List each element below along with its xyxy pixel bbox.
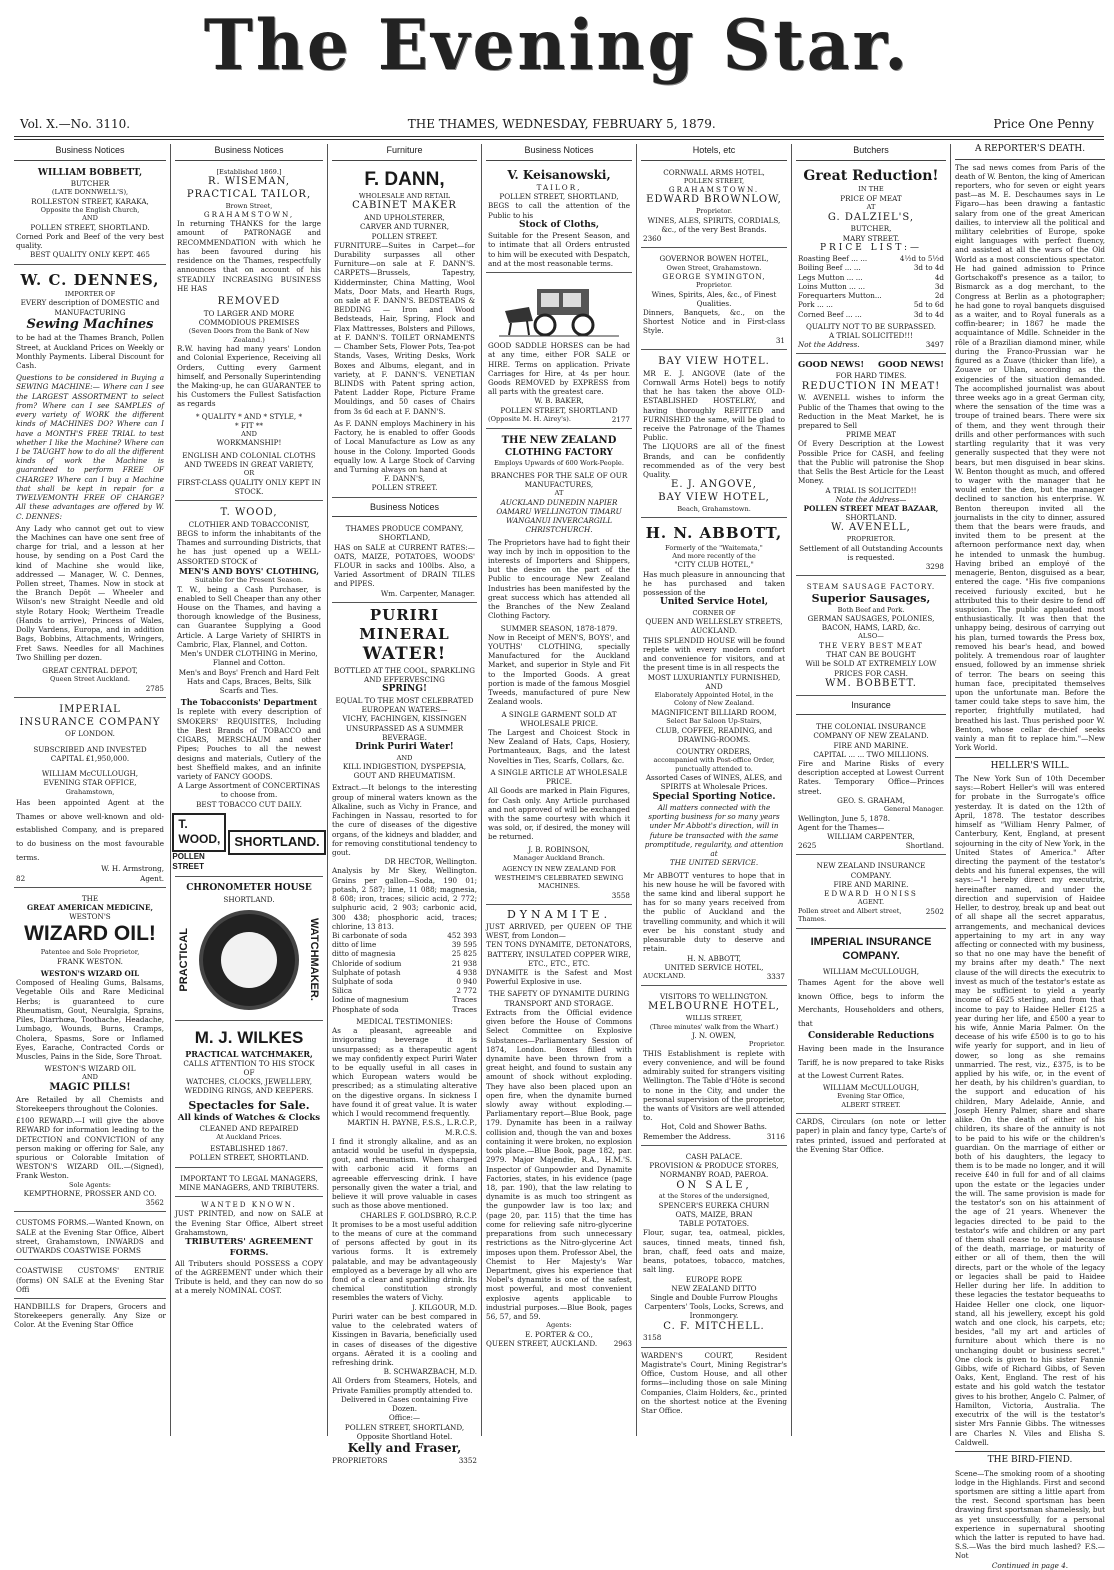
price-item: Pork ... ...: [798, 300, 833, 310]
analysis-label: Bi carbonate of soda: [332, 930, 408, 940]
avenell-ad: GOOD NEWS! GOOD NEWS! FOR HARD TIMES. REDUCTION IN MEAT! W. AVENELL wishes to inform the Public of the Thames that owing to the Reduction in the Meat Market, he is prepared to Sell PRIME MEAT Of Every Description at the Lowest Possible Price for CASH, and feeling that the Public will patronise the Shop that Sells the Best Article for the Least Money. A TRIAL IS SOLICITED!! Note the Address— POLLEN STREET MEAT BAZAAR, SHORTLAND. W. AVENELL, PROPRIETOR. Settlement of all Outstanding Accounts is requested. 3298: [796, 357, 946, 576]
price-list: [798, 254, 944, 319]
column-rule: [950, 144, 951, 1436]
column-rule: [170, 144, 171, 1436]
cornwall-arms-ad: CORNWALL ARMS HOTEL, POLLEN STREET, GRAHAMSTOWN. EDWARD BROWNLOW, Proprietor. WINES, ALES, SPIRITS, CORDIALS, &c., of the very Best Brands. 2360: [641, 165, 787, 249]
article-body: The sad news comes from Paris of the death of W. Benton, the king of American reporters, who for seven or eight years past—as M. E. Deschaumes says in Le Figaro—has been drawing a fantastic salary from one of the great American dailies, to interview all the political and military celebrities of Europe, spoke eight languages with perfect fluency, and assisted at all the wars of the Old World as a most conscientious spectator. He had gained admission to Prince Gortschakoff's presence as a tailor, to Bismarck as a dog merchant, to the Congress at Berlin as a photographer; he had gone to royal banquets disguised as a waiter, and to Royal funerals as a coffin-bearer; in 1867 he made the acquaintance of Mdlle. Schneider in the rôle of a Brazilian diamond miner, while during the Franco-Prussian war he figured as a Zuave (thicker than life), a Zouave or Uhlan, according as the exigencies of the situation demanded. The accomplished journalist was about three weeks ago in a great German city, where the sensation of the time was a troupe of trained bears. There were six of them, and they went through their drills and other performances with such startling regularity that it was very generally suspected that they were not bears, but men disguised in bear skins. W. Benton thought as much, and offered to wager with the manager that he would enter the den, but the manager declined to sanction his enterprise. W. Benton thereupon invited all the journalists in the city to dinner, assured them that the bears were frauds, and invited them to be present at the afternoon performance next day, when he intended to unmask the humbug. Having bribed an employé of the menagerie, Benton, disguised as a bear, entered the cage. "His five companions received furiously excited, but he attributed this to their desire to fend off suspicion. The public applauded most enthusiastically. It was then that the unhappy being, desirous of carrying out his plan, turned towards the Press box, removed his bear's head, and bowed politely. A tremendous roar of laughter ensued, followed by an immense shriek of terror. The bears on seeing this human face, precipitated themselves upon the unfortunate man. Before the tamer could take steps to save him, the reporter, frightfully mutilated, had breathed his last. Thus perished poor W. Benton, whose cellar de-chief seeks vainly a man fit to replace him."—New York World.: [955, 162, 1105, 753]
analysis-table: [332, 931, 477, 1014]
top-rule-double: [14, 139, 1104, 140]
analysis-label: Silica: [332, 986, 353, 996]
column-3: [332, 144, 477, 1466]
masthead: [0, 0, 1114, 88]
analysis-value: 452 393: [447, 930, 477, 940]
analysis-value: 0 940: [456, 977, 477, 987]
section-heading: Business Notices: [14, 144, 166, 161]
price-row: [798, 263, 944, 272]
price-row: [798, 300, 944, 309]
analysis-value: 39 595: [451, 940, 477, 950]
column-7: [955, 144, 1105, 1570]
analysis-value: 25 825: [451, 949, 477, 959]
dalziel-ad: Great Reduction! IN THE PRICE OF MEAT AT G. DALZIEL'S, BUTCHER, MARY STREET. PRICE LIST:— Roasting Beef ... ... 4½d to 5½d Boiling Beef ... ... 3d to 4d Legs Mutton ... ... 4d Loins Mutton ... ... 3d Forequarters Mutton... 2d Pork ... ... 5d to 6d Corned Beef ... ... 3d to 4d QUALITY NOT TO BE SURPASSED. A TRIAL SOLICITED!!! Not the Address. 3497: [796, 165, 946, 355]
colonial-insurance-ad: THE COLONIAL INSURANCE COMPANY OF NEW ZEALAND. FIRE AND MARINE. CAPITAL ... ... TWO MILLIONS. Fire and Marine Risks of every description accepted at Lowest Current Rates. Temporary Office—Princes street. GEO. S. GRAHAM, General Manager. Wellington, June 5, 1878. Agent for the Thames— WILLIAM CARPENTER, 2625 Shortland.: [796, 719, 946, 855]
handbills-ad: HANDBILLS for Drapers, Grocers and Storekeepers generally. Any Size or Color. At the Evening Star Office: [14, 1302, 166, 1330]
analysis-row: [332, 959, 477, 968]
analysis-row: [332, 995, 477, 1004]
continued-note: Continued in page 4.: [991, 1560, 1069, 1570]
price-item: Legs Mutton ... ...: [798, 272, 863, 282]
analysis-value: Traces: [452, 995, 477, 1005]
analysis-value: 2 772: [456, 986, 477, 996]
column-rule: [636, 144, 637, 1436]
melbourne-hotel-ad: VISITORS TO WELLINGTON. MELBOURNE HOTEL, WILLIS STREET, (Three minutes' walk from the Wharf.) J. N. OWEN, Proprietor. THIS Establishment is replete with every convenience, and will be found admirably suited for strangers visiting Wellington. The Table d'Hôte is second to none in the City, and under the personal supervision of the proprietor, the wants of Visitors are well attended to. Hot, Cold and Shower Baths. Remember the Address. 3116: [641, 989, 787, 1146]
article-body: Scene—The smoking room of a shooting lodge in the Highlands. First and second sportsmen are sitting a little apart from the rest. Second sportsman has been drawing first sportsman shamelessly, but as yet unsuccessfully, for a personal experience in supernatural shooting which the latter is reputed to have had. S.S.—Was the bird much lashed? F.S.—Not: [955, 1468, 1105, 1561]
section-heading: Furniture: [332, 144, 477, 161]
analysis-row: [332, 949, 477, 958]
imperial-insurance-ad-2: IMPERIAL INSURANCE COMPANY. WILLIAM McCULLOUGH, Thames Agent for the above well known Office, begs to inform the Merchants, Householders and others, that Considerable Reductions Having been made in the Insurance Tariff, he is now prepared to take Risks at the Lowest Current Rates. WILLIAM McCULLOUGH, Evening Star Office, ALBERT STREET.: [796, 932, 946, 1115]
bobbett-ad: WILLIAM BOBBETT, BUTCHER (LATE DONNWELL'S), ROLLESTON STREET, KARAKA, Opposite the English Church, AND POLLEN STREET, SHORTLAND. Corned Pork and Beef of the very best quality. BEST QUALITY ONLY KEPT. 465: [14, 165, 166, 265]
price-value: 4½d to 5½d: [899, 254, 944, 264]
article-heading: HELLER'S WILL.: [955, 757, 1105, 773]
column-rule: [791, 144, 792, 1436]
column-1: [14, 144, 166, 1436]
produce-company-ad: THAMES PRODUCE COMPANY, SHORTLAND, HAS on SALE at CURRENT RATES:— OATS, MAIZE, POTATOES, WOODS' FLOUR in sacks and 100lbs. Also, a Varied Assortment of DRAIN TILES and PIPES. Wm. Carpenter, Manager.: [332, 521, 477, 603]
cards-ad: CARDS, Circulars (on note or letter paper) in plain and fancy type, Carte's of rates printed, issued and perforated at the Evening Star Office.: [796, 1117, 946, 1154]
sausage-factory-ad: STEAM SAUSAGE FACTORY. Superior Sausages, Both Beef and Pork. GERMAN SAUSAGES, POLONIES, BACON, HAMS, LARD, &c. ALSO— THE VERY BEST MEAT THAT CAN BE BOUGHT Will be SOLD AT EXTREMELY LOW PRICES FOR CASH. WM. BOBBETT.: [796, 579, 946, 695]
analysis-label: ditto of magnesia: [332, 949, 396, 959]
nz-clothing-factory-ad: THE NEW ZEALAND CLOTHING FACTORY Employs Upwards of 600 Work-People. BRANCHES FOR THE SALE OF OUR MANUFACTURES, AT AUCKLAND DUNEDIN NAPIER OAMARU WELLINGTON TIMARU WANGANUI INVERCARGILL CHRISTCHURCH. The Proprietors have had to fight their way inch by inch in opposition to the interests of Importers and Shippers, but the desire on the part of the Public to encourage New Zealand Industries has been manifested by the great success which has attended all the Branches of the New Zealand Clothing Factory. SUMMER SEASON, 1878-1879. Now in Receipt of MEN'S, BOYS', and YOUTHS' CLOTHING, specially Manufactured for the Auckland Market, and superior in Style and Fit to the Imported Goods. A great portion is made of the famous Mosgiel Tweeds, manufactured of pure New Zealand wools. A SINGLE GARMENT SOLD AT WHOLESALE PRICE. The Largest and Choicest Stock in New Zealand of Hats, Caps, Hosiery, Portmanteaux, Bags, and the latest Novelties in Ties, Scarfs, Collars, &c. A SINGLE ARTICLE AT WHOLESALE PRICE. All Goods are marked in Plain Figures, for Cash only. Any Article purchased and not approved of will be exchanged with the same courtesy with which it was sold, or, if desired, the money will be returned. J. B. ROBINSON, Manager Auckland Branch. AGENCY IN NEW ZEALAND FOR WESTHEIM'S CELEBRATED SEWING MACHINES. 3558: [486, 432, 632, 905]
price: Price One Penny: [993, 117, 1094, 131]
analysis-label: Phosphate of soda: [332, 1004, 399, 1014]
analysis-row: [332, 986, 477, 995]
carriage-illustration: [499, 281, 619, 339]
price-item: Loins Mutton ... ...: [798, 281, 866, 291]
price-row: [798, 254, 944, 263]
price-row: [798, 291, 944, 300]
column-rule: [327, 144, 328, 1436]
price-value: 4d: [934, 272, 944, 282]
analysis-label: Iodine of magnesium: [332, 995, 409, 1005]
wilkes-ad: M. J. WILKES PRACTICAL WATCHMAKER, CALLS ATTENTION TO HIS STOCK OF WATCHES, CLOCKS, JEWELLERY, WEDDING RINGS, AND KEEPERS. Spectacles for Sale. All kinds of Watches & Clocks CLEANED AND REPAIRED At Auckland Prices. ESTABLISHED 1867. POLLEN STREET, SHORTLAND.: [175, 1024, 323, 1168]
article-body: The New York Sun of 10th December says:—Robert Heller's will was entered for probate in the Surrogate's office yesterday. It is dated on the 12th of April, 1878. The testator describes himself as "William Henry Palmer, of Canterbury, Kent, England, at present sojourning in the city of New York, in the United States of America." After directing the payment of the testator's debts and his funeral expenses, the will says:—"I hereby direct my executrix, hereinafter named, and under the direction and supervision of Haidee Heller, to destroy, break up and beat out of all shape all the secret apparatus, arrangements, and mechanical devices appertaining to my art in any way affecting or connected with my business, so that no one may have the benefit of my brains after my death." The next clause of the will directs the executrix to invest as much of the testator's estate as may be sufficient to yield a yearly income of £625 sterling, and from that income to pay to Haidee Heller £125 a year during her life, and £500 a year to his wife, Annie Maria Palmer. On the decease of his wife £500 is to go to his wife yearly for support, and in lieu of dower, so long as she remains unmarried. The rest, viz., £375, is to be applied by his wife, or, in the event of her death, by his children's guardian, to the support and education of his children, Mary Adelaide, Annie, and Joseph Henry Palmer, share and share alike. On the death of either of his children, its share of the annuity is not to be paid to his wife or the children's guardian. On the marriage of either or both of his daughters, the legacy to them is to be made no longer, and it will receive £40 in full for and of all claims upon the estate or the legacies under the will. The same provision is made for the testator's son on his attainment of the age of 21 years. Whenever the legacies directed to be paid to the testator's wife and children or any part of them shall cease to be paid because of the death, marriage, or maturity of either or all of them, then the will directs, part or the whole of the legacy or legacies shall be paid to Haidee Heller during her life. In addition to these legacies the testator bequeaths to Haidee Heller one clock, one liquor-stand, all his jewellery, except his gold watch and one clock, his carpets, etc; besides, "all my art and articles of furniture about which there is no unchanging doubt or business secret." One clock is given to his sister Fannie Gibbs, wife of Richard Gibbs, of Seven Oaks, Kent, England. The rest of his estate and his gold watch the testator gives to his brother, Angelo C. Palmer, of Hamilton, Victoria, Australia. The executrix of the will is the testator's sister Mrs Fannie Gibbs. The witnesses are Charles N. Viles and Elisha S. Caldwell.: [955, 774, 1105, 1447]
baker-ad: GOOD SADDLE HORSES can be had at any time, either FOR SALE or HIRE. Terms on application. Private Carriages for Hire, at 4s per hour. Goods REMOVED by EXPRESS from all parts with the greatest care. W. B. BAKER, POLLEN STREET, SHORTLAND (Opposite M. H. Airey's). 2177: [486, 276, 632, 429]
price-item: Boiling Beef ... ...: [798, 263, 861, 273]
customs-forms-ad: CUSTOMS FORMS.—Wanted Known, on SALE at the Evening Star Office, Albert street, Grahamstown, INWARDS and OUTWARDS COASTWISE FORMS: [14, 1215, 166, 1260]
chronometer-house-ad: CHRONOMETER HOUSE SHORTLAND. PRACTICAL WATCHMAKER.: [175, 880, 323, 1021]
column-5: [641, 144, 787, 1436]
section-heading: Business Notices: [486, 144, 632, 161]
dynamite-ad: DYNAMITE. JUST ARRIVED, per QUEEN OF THE WEST, from London— TEN TONS DYNAMITE, DETONATORS, BATTERY, INSULATED COPPER WIRE, ETC., ETC., ETC. DYNAMITE is the Safest and Most Powerful Explosive in use. THE SAFETY OF DYNAMITE DURING TRANSPORT AND STORAGE. Extracts from the Official evidence given before the House of Commons Select Committee on Explosive Substances—Parliamentary Session of 1874, London. Boxes filled with dynamite have been thrown from a great height, and found to sustain any amount of shock without exploding. They have also been placed upon an open fire, when the dynamite burned slowly away without exploding.—Parliamentary report—Blue Book, page 179. Dynamite has been in a railway collision and, though the van and boxes containing it were broken, no explosion took place.—Blue Book, page 182, par. 2979. Major Majendie, R.A., H.M.'S. Inspector of Gunpowder and Dynamite Factories, states, in his evidence (page 18, par. 190), that the law relating to dynamite is as much too stringent as the gunpowder law is too lax; and (page 20, par. 115) that the time has come for relieving safe nitro-glycerine preparations from such unnecessary restrictions as the Nitro-glycerine Act imposes upon them. Professor Abel, the Chemist to Her Majesty's War Department, gives his experience that Nobel's dynamite is one of the safest, most powerful, and most convenient explosive agents applicable to industrial purposes.—Blue Book, pages 56, 57, and 59. Agents: E. PORTER & CO., QUEEN STREET, AUCKLAND. 2963: [486, 907, 632, 1348]
section-heading: Business Notices: [175, 144, 323, 161]
analysis-label: ditto of lime: [332, 940, 377, 950]
wizard-oil-ad: THE GREAT AMERICAN MEDICINE, WESTON'S WIZARD OIL! Patentee and Sole Proprietor, FRANK WESTON. WESTON'S WIZARD OIL Composed of Healing Gums, Balsams, Vegetable Oils and Rare Medicinal Herbs; is guaranteed to cure Rheumatism, Gout, Neuralgia, Sprains, Piles, Diarrhœa, Toothache, Headache, Lumbago, Wounds, Burns, Cramps, Cholera, Spasms, Sore or Inflamed Eyes, Earache, Contracted Cords or Muscles, Pains in the Side, Sore Throat. WESTON'S WIZARD OIL AND MAGIC PILLS! Are Retailed by all Chemists and Storekeepers throughout the Colonies. £100 REWARD.—I will give the above REWARD for information leading to the DETECTION and CONVICTION of any person making or offering for Sale, any spurious or Colorable Imitation of WESTON'S WIZARD OIL.—(Signed), Frank Weston. Sole Agents: KEMPTHORNE, PROSSER AND CO. 3562: [14, 891, 166, 1213]
section-heading: Business Notices: [332, 501, 477, 518]
column-6: [796, 144, 946, 1436]
clock-illustration: [199, 910, 299, 1010]
analysis-value: 4 938: [456, 967, 477, 977]
price-value: 5d to 6d: [913, 300, 944, 310]
price-item: Corned Beef ... ...: [798, 309, 862, 319]
analysis-value: Traces: [452, 1004, 477, 1014]
top-rule: [14, 136, 1104, 137]
legal-managers-ad: IMPORTANT TO LEGAL MANAGERS, MINE MANAGERS, AND TRIBUTERS.: [175, 1171, 323, 1197]
wood-ad: T. WOOD, CLOTHIER AND TOBACCONIST, BEGS to inform the inhabitants of the Thames and surrounding Districts, that he has just opened up a WELL-ASSORTED STOCK of MEN'S AND BOYS' CLOTHING, Suitable for the Present Season. T. W., being a Cash Purchaser, is enabled to Sell Cheaper than any other House on the Thames, and having a thorough knowledge of the Business, can Guarantee Supplying a Good Article. A Large Variety of SHIRTS in Cambric, Flax, Flannel, and Cotton. Men's UNDER CLOTHING in Merino, Flannel and Cotton. Men's and Boys' French and Hard Felt Hats and Caps, Braces, Belts, Silk Scarfs and Ties. The Tobacconists' Department Is replete with every description of SMOKERS' REQUISITES, Including the Best Brands of TOBACCO and CIGARS, MERSCHAUM and other Pipes; Pouches to all the newest designs and materials, Cutlery of the best Sheffield makes, and an infinite variety of FANCY GOODS. A Large Assortment of CONCERTINAS to choose from. BEST TOBACCO CUT DAILY. T. WOOD, POLLEN STREET SHORTLAND.: [175, 504, 323, 877]
analysis-row: [332, 931, 477, 940]
section-heading: Butchers: [796, 144, 946, 161]
column-4: [486, 144, 632, 1436]
volume-number: Vol. X.—No. 3110.: [20, 117, 131, 131]
wanted-known-ad: WANTED KNOWN. JUST PRINTED, and now on SALE at the Evening Star Office, Albert street Grahamstown, TRIBUTERS' AGREEMENT FORMS. All Tributers should POSSESS a COPY of the AGREEMENT under which their Tribute is held, and they can now do so at a merely NOMINAL COST.: [175, 1200, 323, 1296]
analysis-label: Sulphate of potash: [332, 967, 401, 977]
analysis-row: [332, 968, 477, 977]
price-row: [798, 310, 944, 319]
price-item: Roasting Beef ... ...: [798, 254, 868, 264]
analysis-label: Sulphate of soda: [332, 977, 393, 987]
analysis-row: [332, 940, 477, 949]
analysis-row: [332, 1005, 477, 1014]
warden-court-ad: WARDEN'S COURT, Resident Magistrate's Court, Mining Registrar's Office, Custom House, and all other forms—including those on sale Mining Companies, Claim Holders, &c., printed on the shortest notice at the Evening Star Office.: [641, 1350, 787, 1415]
section-heading: Hotels, etc: [641, 144, 787, 161]
abbott-ad: H. N. ABBOTT, Formerly of the "Waitemata," And more recently of the "CITY CLUB HOTEL," Has much pleasure in announcing that he has purchased and taken possession of the United Service Hotel, CORNER OF QUEEN AND WELLESLEY STREETS, AUCKLAND. THIS SPLENDID HOUSE will be found replete with every modern comfort and convenience for visitors, and at the present time is in all respects the MOST LUXURIANTLY FURNISHED, AND Elaborately Appointed Hotel, in the Colony of New Zealand. MAGNIFICENT BILLIARD ROOM, Select Bar Saloon Up-Stairs, CLUB, COFFEE, READING, and DRAWING-ROOMS. COUNTRY ORDERS, accompanied with Post-office Order, punctually attended to. Assorted Cases of WINES, ALES, and SPIRITS at Wholesale Prices. Special Sporting Notice. All matters connected with the sporting business for so many years under Mr Abbott's direction, will in future be transacted with the same promptitude, regularity, and attention at THE UNITED SERVICE. Mr ABBOTT ventures to hope that in his new house he will be favored with the same kind and liberal support he has for so many years received from the public of Auckland and the travelling community, and which it will ever be his constant study and pleasurable duty to deserve and retain. H. N. ABBOTT, UNITED SERVICE HOTEL, AUCKLAND. 3337: [641, 521, 787, 986]
nz-insurance-ad: NEW ZEALAND INSURANCE COMPANY. FIRE AND MARINE. EDWARD HONISS AGENT. Pollen street and Albert street, Thames. 2502: [796, 858, 946, 928]
price-value: 3d: [934, 281, 944, 291]
article-heading: THE BIRD-FIEND.: [955, 1451, 1105, 1467]
keisanowski-ad: V. Keisanowski, TAILOR, POLLEN STREET, SHORTLAND, BEGS to call the attention of the Public to his Stock of Cloths, Suitable for the Present Season, and to intimate that all Orders entrusted to him will be executed with Despatch, and at the most reasonable terms.: [486, 165, 632, 274]
puriri-water-ad: PURIRI MINERAL WATER! BOTTLED AT THE COOL, SPARKLING AND EFFERVESCING SPRING! EQUAL TO THE MOST CELEBRATED EUROPEAN WATERS— VICHY, FACHINGEN, KISSINGEN UNSURPASSED AS A SUMMER BEVERAGE. Drink Puriri Water! AND KILL INDIGESTION, DYSPEPSIA, GOUT AND RHEUMATISM. Extract.—It belongs to the interesting group of mineral waters known as the Alkaline, such as Vichy in France, and Fachingen in Nassau, resorted to for the cure of diseases of the digestive organs, of the kidneys and bladder, and for removing constitutional tendency to gout. DR HECTOR, Wellington. Analysis by Mr Skey, Wellington. Grains per gallon—Soda, 190 01; potash, 2 587; lime, 11 088; magnesia, 8 608; iron, traces; silicic acid, 2 772; sulphuric acid, 2 903; carbonic acid, 300 438; phosphoric acid, traces; chlorine, 13 813. Bi carbonate of soda 452 393 ditto of lime 39 595 ditto of magnesia 25 825 Chloride of sodium 21 938 Sulphate of potash 4 938 Sulphate of soda 0 940 Silica 2 772 Iodine of magnesium Traces Phosphate of soda Traces MEDICAL TESTIMONIES: As a pleasant, agreeable and invigorating beverage it is unsurpassed; as a therapeutic agent we may confidently expect Puriri Water to be equally useful in all cases in which European waters would be prescribed; as a stimulating alterative on the digestive organs. In sickness I have found it of great value. It is water which I would recommend frequently. MARTIN H. PAYNE, F.S.S., L.R.C.P., M.R.C.S. I find it strongly alkaline, and as an antacid would be useful in dyspepsia, gout, and rheumatism. When charged with carbonic acid it forms an agreeable effervescing drink. I have personally given the water a trial, and believe it will prove valuable in cases such as those above mentioned. CHARLES F. GOLDSBRO, R.C.P. It promises to be a most useful addition to the means of cure at the command of persons affected by gout in its various forms. It is extremely palatable, and may be advantageously employed as a beverage by all who are fond of a clear and sparkling drink. Its chemical constitution strongly resembles the waters of Vichy. J. KILGOUR, M.D. Puriri water can be best compared in value to the celebrated waters of Kissingen in Bavaria, beneficially used in cases of diseases of the digestive organs. Aërated it is a cooling and refreshing drink. B. SCHWARZBACH, M.D. All Orders from Steamers, Hotels, and Private Families promptly attended to. Delivered in Cases containing Five Dozen. Office:— POLLEN STREET, SHORTLAND, Opposite Shortland Hotel. Kelly and Fraser, PROPRIETORS 3352: [332, 605, 477, 1466]
column-rule: [481, 144, 482, 1436]
cash-palace-ad: CASH PALACE. PROVISION & PRODUCE STORES, NORMANBY ROAD, PAEROA. ON SALE, at the Stores of the undersigned, SPENCER'S EUREKA CHURN OATS, MAIZE, BRAN TABLE POTATOES. Flour, sugar, tea, oatmeal, pickles, sauces, tinned meats, tinned fish, bran, chaff, feed oats and maize, beans, potatoes, tobacco, matches, salt ling. EUROPE ROPE NEW ZEALAND DITTO Single and Double Furrow Ploughs Carpenters' Tools, Locks, Screws, and Ironmongery. C. F. MITCHELL. 3158: [641, 1149, 787, 1348]
dateline: [20, 114, 1094, 134]
wood-logo: T. WOOD, POLLEN STREET SHORTLAND.: [177, 813, 321, 872]
wiseman-ad: [Established 1869.] R. WISEMAN, PRACTICAL TAILOR, Brown Street, GRAHAMSTOWN, In returning THANKS for the large amount of PATRONAGE and RECOMMENDATION with which he has been favoured during his residence on the Thames, respectfully announces that on account of his STEADILY INCREASING BUSINESS HE HAS REMOVED TO LARGER AND MORE COMMODIOUS PREMISES (Seven Doors from the Bank of New Zealand.) R.W. having had many years' London and Colonial Experience, Receiving all Orders, Cutting every Garment himself, and Personally Superintending the Making-up, he can GUARANTEE to his Customers the Fullest Satisfaction as regards * QUALITY * AND * STYLE, * * FIT ** AND WORKMANSHIP! ENGLISH AND COLONIAL CLOTHS AND TWEEDS IN GREAT VARIETY, OR FIRST-CLASS QUALITY ONLY KEPT IN STOCK.: [175, 165, 323, 501]
dennes-ad: W. C. DENNES, IMPORTER OF EVERY description of DOMESTIC and MANUFACTURING Sewing Machines to be had at the Thames Branch, Pollen Street, at Auckland Prices on Weekly or Monthly Payments. Liberal Discount for Cash. Questions to be considered in Buying a SEWING MACHINE:— Where can I see the LARGEST ASSORTMENT to select from? Where can I see SAMPLES of every variety of WORK the different kinds of MACHINES DO? Where can I have a MONTH'S FREE TRIAL to test whether I like the Machine? Where can I be TAUGHT how to do all the different kinds of work the Machine is guaranteed to perform FREE OF CHARGE? Where can I buy a Machine that shall be kept in repair for a TWELVEMONTH FREE OF CHARGE? All these advantages are offered by W. C. DENNES: Any Lady who cannot get out to view the Machines can have one sent free of charge for trial, and a lesson at her house, by sending on a Post Card the kind of Machine she would like, addressed — Manager, W. C. Dennes, Pollen street, Thames. Now in stock at the Branch Depôt — Wheeler and Wilson's new Straight Needle and old style Rotary Hook; Wertheim Treadle (Hands to arrive), Princess of Wales, Dolly Vardens, Europa, and in addition Bags, Bobbins, Attachments, Wringers, Fret Saws. Needles for all Machines Two Shilling per dozen. GREAT CENTRAL DEPOT, Queen Street Auckland. 2785: [14, 268, 166, 698]
price-row: [798, 282, 944, 291]
price-value: 2d: [934, 291, 944, 301]
governor-bowen-ad: GOVERNOR BOWEN HOTEL, Owen Street, Grahamstown. GEORGE SYMINGTON, Proprietor. Wines, Spirits, Ales, &c., of Finest Qualities. Dinners, Banquets, &c., on the Shortest Notice and in First-class Style. 31: [641, 251, 787, 350]
analysis-label: Chloride of sodium: [332, 958, 402, 968]
newspaper-title: The Evening Star.: [203, 4, 911, 86]
price-value: 3d to 4d: [913, 309, 944, 319]
analysis-row: [332, 977, 477, 986]
bay-view-hotel-ad: BAY VIEW HOTEL. MR E. J. ANGOVE (late of the Cornwall Arms Hotel) begs to notify that he has taken the above OLD-ESTABLISHED HOSTELRY, and having thoroughly REFITTED and FURNISHED the same, will be glad to receive the Patronage of the Thames Public. The LIQUORS are all of the finest Brands, and can be confidently recommended as of the very best Quality. E. J. ANGOVE, BAY VIEW HOTEL, Beach, Grahamstown.: [641, 353, 787, 518]
section-heading: Insurance: [796, 699, 946, 716]
imperial-insurance-ad: IMPERIAL INSURANCE COMPANY OF LONDON. SUBSCRIBED AND INVESTED CAPITAL £1,950,000. WILLIAM McCULLOUGH, EVENING STAR OFFICE, Grahamstown, Has been appointed Agent at the Thames or above well-known and old-established Company, and is prepared to do business on the most favourable terms. W. H. Armstrong, 82 Agent.: [14, 701, 166, 888]
price-row: [798, 273, 944, 282]
price-item: Forequarters Mutton...: [798, 291, 882, 301]
coastwise-ad: COASTWISE CUSTOMS' ENTRIE (forms) ON SALE at the Evening Star Offi: [14, 1263, 166, 1299]
analysis-value: 21 938: [451, 958, 477, 968]
article-heading: A REPORTER'S DEATH.: [955, 144, 1105, 160]
column-2: [172, 144, 323, 1436]
dann-ad: F. DANN, WHOLESALE AND RETAIL CABINET MAKER AND UPHOLSTERER, CARVER AND TURNER, POLLEN STREET. FURNITURE—Suites in Carpet—for Durability surpasses all other Furniture—on sale at F. DANN'S. CARPETS—Brussels, Tapestry, Kidderminster, China Matting, Wool Mats, Door Mats, and Hearth Rugs, on sale at F. DANN'S. BEDSTEADS & BEDDING — Iron and Wood Bedsteads, Hair, Spring, Flock and Flax Mattresses, Bolsters and Pillows, at F. DANN'S. TOILET ORNAMENTS — Chamber Sets, Flower Pots, Tea-pot Stands, Vases, Writing Desks, Work Boxes and Albums, elegant, and in variety, at F. DANN'S. VENETIAN BLINDS with Patent spring action, Patent Ladder Rope, Picture Frame Mouldings, and 50 cases of Chairs from 3s 6d each at F. DANN'S. As F. DANN employs Machinery in his Factory, he is enabled to offer Goods of Local Manufacture as Low as any house in the Colony. Imported Goods equally low. A Large Stock of Carving and Turning always on hand at F. DANN'S, POLLEN STREET.: [332, 165, 477, 498]
date-place: THE THAMES, WEDNESDAY, FEBRUARY 5, 1879.: [407, 117, 716, 131]
price-value: 3d to 4d: [913, 263, 944, 273]
